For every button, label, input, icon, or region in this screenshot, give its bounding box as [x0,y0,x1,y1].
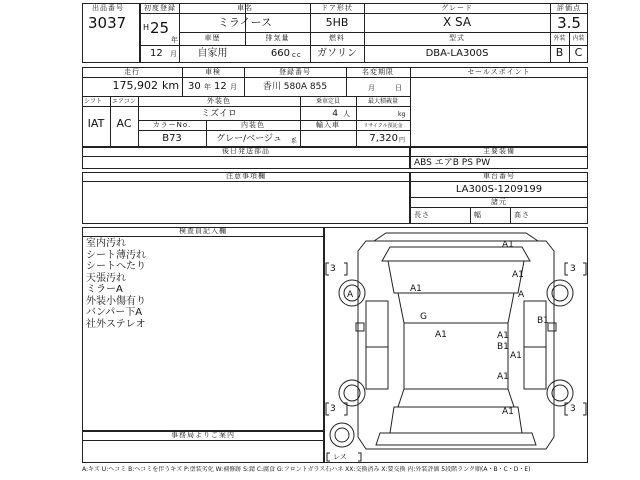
recycle-fee-label: リサイクル預託金 [363,123,403,129]
first-reg-month: 12 [150,48,163,59]
divider [82,77,588,78]
capacity-unit: 人 [343,110,351,118]
interior-color: グレー/ベージュ [216,134,282,144]
model: DBA-LA300S [425,48,489,59]
door-shape: 5HB [325,16,349,29]
first-reg-label: 初度登録 [144,4,176,12]
load-unit: kg [398,111,406,118]
divider [180,32,588,33]
name-change-month-unit: 月 [368,84,376,92]
interior-grade: C [574,46,583,59]
divider [470,207,471,224]
capacity: 4 [332,109,338,119]
grade: X SA [442,15,472,29]
inspection-note: ミラーA [86,284,123,295]
damage-mark: A1 [497,331,509,341]
recycle-fee-unit: 円 [399,137,406,144]
damage-mark: B1 [537,316,549,326]
inspection-note: バンパー下A [86,307,143,318]
shift: IAT [87,117,105,130]
car-name-label: 車名 [237,4,253,12]
exterior-label: 外装 [553,35,566,42]
divider [82,236,324,237]
interior-label: 内装 [572,35,585,42]
inspection-label: 車検 [205,68,221,76]
first-reg-month-unit: 月 [170,50,178,58]
width-label: 幅 [474,211,482,219]
sales-point-label: セールスポイント [467,68,531,76]
exterior-grade: B [555,46,564,59]
plate-label: 登録番号 [279,68,311,76]
shift-label: シフト [84,98,103,105]
inspection-note: 外装小傷有り [86,295,146,307]
name-change-day-unit: 日 [395,84,403,92]
after-parts-label: 後日発送部品 [222,147,270,155]
divider [180,45,588,46]
grade-label: グレード [441,4,473,12]
equipment: ABS エアB PS PW [414,158,491,168]
mileage: 175,902 [112,79,158,92]
damage-mark: A1 [497,372,509,382]
color: ミズイロ [201,109,237,119]
damage-mark: B1 [497,342,509,352]
import-label: 輸入車 [316,121,340,129]
mileage-unit: km [162,79,180,92]
ac-label: エアコン [112,98,136,105]
inspection-note: 室内汚れ [86,238,126,249]
height-label: 高さ [514,211,530,219]
divider [510,207,511,224]
first-reg-year: 25 [150,19,170,37]
inspection-note: シートへたり [86,261,146,272]
displacement-unit: cc [292,51,302,59]
chassis-label: 車台番号 [483,172,515,180]
first-reg-year-unit: 年 [171,36,179,44]
damage-mark: A1 [510,351,522,361]
damage-mark: G [420,312,427,322]
tire-right-top: 3 [570,264,576,274]
tire-left-bottom: 3 [330,404,336,414]
model-label: 型式 [449,34,465,42]
dims-label: 諸元 [491,198,507,206]
damage-mark: A [347,290,354,300]
inspection-note: シート薄汚れ [86,249,146,261]
damage-mark: A1 [502,407,514,417]
plate: 香川 580A 855 [262,82,328,92]
divider [82,440,324,441]
fuel: ガソリン [317,48,357,59]
lot-number: 3037 [88,14,127,32]
inspection-year-unit: 年 [204,83,212,91]
color-no: B73 [162,133,182,144]
damage-mark: A1 [435,330,447,340]
interior-color-label: 内装色 [241,121,265,129]
office-label: 事務局よりご案内 [171,431,235,439]
inspection-title: 検査員記入欄 [179,227,227,235]
spare-label: レス [333,453,347,461]
divider [410,67,411,147]
notes-label: 注意事項欄 [226,172,266,180]
interior-color-unit: 系 [291,138,298,145]
damage-mark: A1 [502,240,514,250]
damage-mark: A1 [512,270,524,280]
tire-right-bottom: 3 [570,404,576,414]
damage-mark: A [518,290,525,300]
capacity-label: 乗車定員 [315,98,340,105]
length-label: 長さ [414,211,430,219]
tire-left-top: 3 [330,264,336,274]
mileage-label: 走行 [124,68,140,76]
divider [82,156,410,157]
category: 自家用 [197,48,228,59]
chassis: LA300S-1209199 [455,184,543,195]
inspection-year: 30 [188,81,201,92]
equipment-label: 主要装備 [483,147,515,155]
score: 3.5 [557,14,581,32]
category-label: 車歴 [204,34,221,42]
car-name: ミライース [217,16,273,29]
first-reg-era: H [143,23,150,32]
divider [82,106,410,107]
score-label: 評価点 [557,4,581,12]
legend-footer: A:キズ U:ヘコミ B:ヘコミを伴うキズ P:塗装劣化 W:補修跡 S:錆 C:腐食 G:フロントガラス石ハネ XX:交換済み X:要交換 内:外装評価 5段階ランク順(A・B・C・D・E) [82,466,531,473]
inspection-month-unit: 月 [230,83,238,91]
divider [140,45,180,46]
displacement-label: 排気量 [265,34,290,42]
load-label: 最大積載量 [367,98,398,105]
inspection-note: 社外ステレオ [86,318,146,330]
ac: AC [116,117,132,130]
inspection-note: 天張汚れ [86,272,126,284]
recycle-fee: 7,320 [369,133,398,144]
car-diagram [324,227,588,463]
lot-number-label: 出品番号 [92,4,124,12]
divider [82,181,410,182]
name-change-label: 名変期限 [362,68,394,76]
displacement: 660 [270,48,290,59]
damage-mark: A1 [410,284,422,294]
divider [410,207,588,208]
divider [410,181,588,182]
color-no-label: カラーNo. [152,121,192,129]
inspection-month: 12 [214,81,227,92]
fuel-label: 燃料 [329,34,345,42]
door-shape-label: ドア形状 [321,4,353,12]
color-label: 外装色 [207,97,231,105]
